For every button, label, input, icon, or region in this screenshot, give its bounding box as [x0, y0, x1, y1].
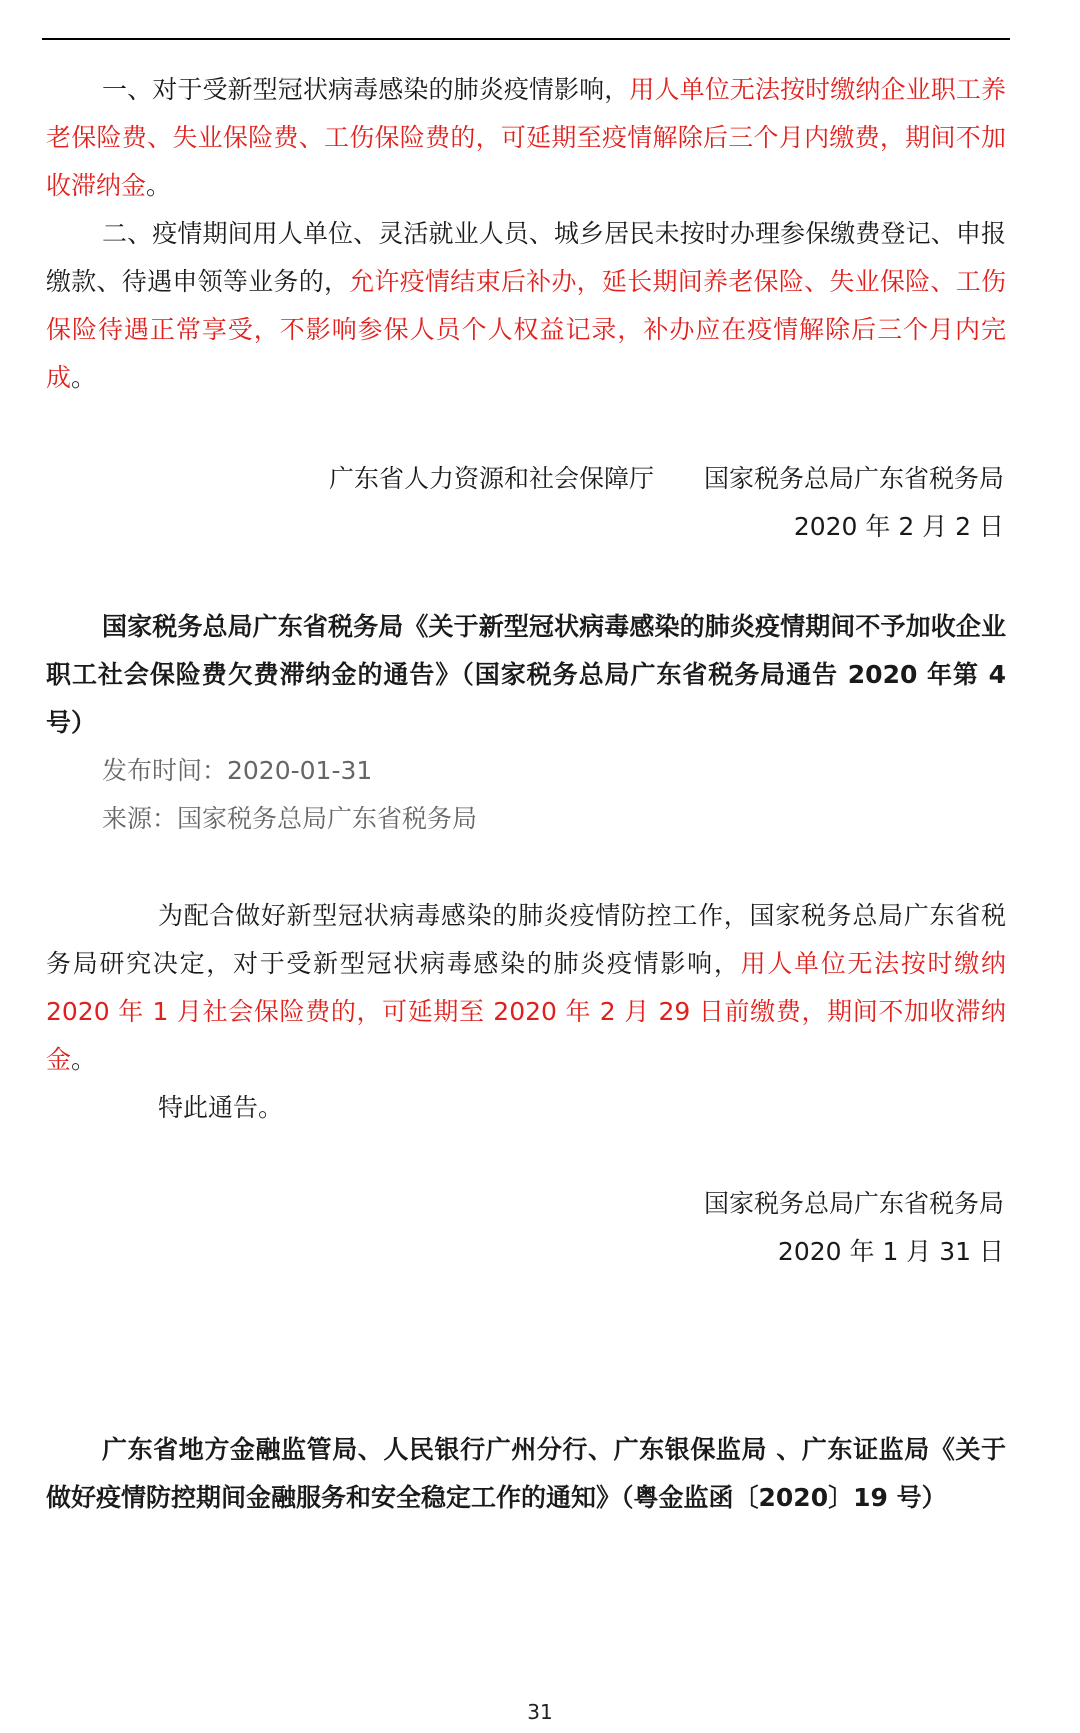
section2-body-prefix: 为配合做好新型冠状病毒感染的肺炎疫情防控工作，国家税务总局广东省税务局研究决定，对于受新型冠状病毒感染的肺炎疫情影响， [46, 901, 1006, 978]
page-number: 31 [527, 1700, 553, 1724]
section2-title: 国家税务总局广东省税务局《关于新型冠状病毒感染的肺炎疫情期间不予加收企业职工社会保险费欠费滞纳金的通告》（国家税务总局广东省税务局通告 2020 年第 4 号） [46, 612, 1006, 737]
section1-date: 2020 年 2 月 2 日 [793, 512, 1004, 541]
section2-signature: 国家税务总局广东省税务局 [703, 1189, 1004, 1218]
section1-item2-prefix: 二、疫情期间用人单位、灵活就业人员、城乡居民未按时办理参保缴费登记、申报缴款、待遇申领等业务的， [46, 219, 1006, 296]
section2-source: 来源：国家税务总局广东省税务局 [102, 804, 478, 833]
section2-closing: 特此通告。 [158, 1093, 284, 1122]
section1-item1-prefix: 一、对于受新型冠状病毒感染的肺炎疫情影响， [102, 75, 630, 104]
section3-title: 广东省地方金融监管局、人民银行广州分行、广东银保监局 、广东证监局《关于做好疫情防控期间金融服务和安全稳定工作的通知》（粤金监函〔2020〕19 号） [46, 1435, 1006, 1512]
section2-publish-time: 发布时间：2020-01-31 [102, 756, 373, 785]
section2-body-highlight: 用人单位无法按时缴纳 2020 年 1 月社会保险费的，可延期至 2020 年 2 月 29 日前缴费，期间不加收滞纳金 [46, 949, 1006, 1074]
section1-signature: 广东省人力资源和社会保障厅 国家税务总局广东省税务局 [328, 464, 1004, 493]
section1-item2-end: 。 [71, 363, 97, 392]
section1-item1 [46, 66, 1006, 210]
section2-body [46, 892, 1006, 1084]
section1-item2 [46, 210, 1006, 402]
section2-date: 2020 年 1 月 31 日 [777, 1237, 1004, 1266]
section1-item2-highlight: 允许疫情结束后补办，延长期间养老保险、失业保险、工伤保险待遇正常享受，不影响参保人员个人权益记录，补办应在疫情解除后三个月内完成 [46, 267, 1006, 392]
section2-body-end: 。 [71, 1045, 97, 1074]
top-rule [42, 38, 1010, 40]
section1-item1-highlight: 用人单位无法按时缴纳企业职工养老保险费、失业保险费、工伤保险费的，可延期至疫情解除后三个月内缴费，期间不加收滞纳金 [46, 75, 1006, 200]
section1-item1-end: 。 [146, 171, 172, 200]
